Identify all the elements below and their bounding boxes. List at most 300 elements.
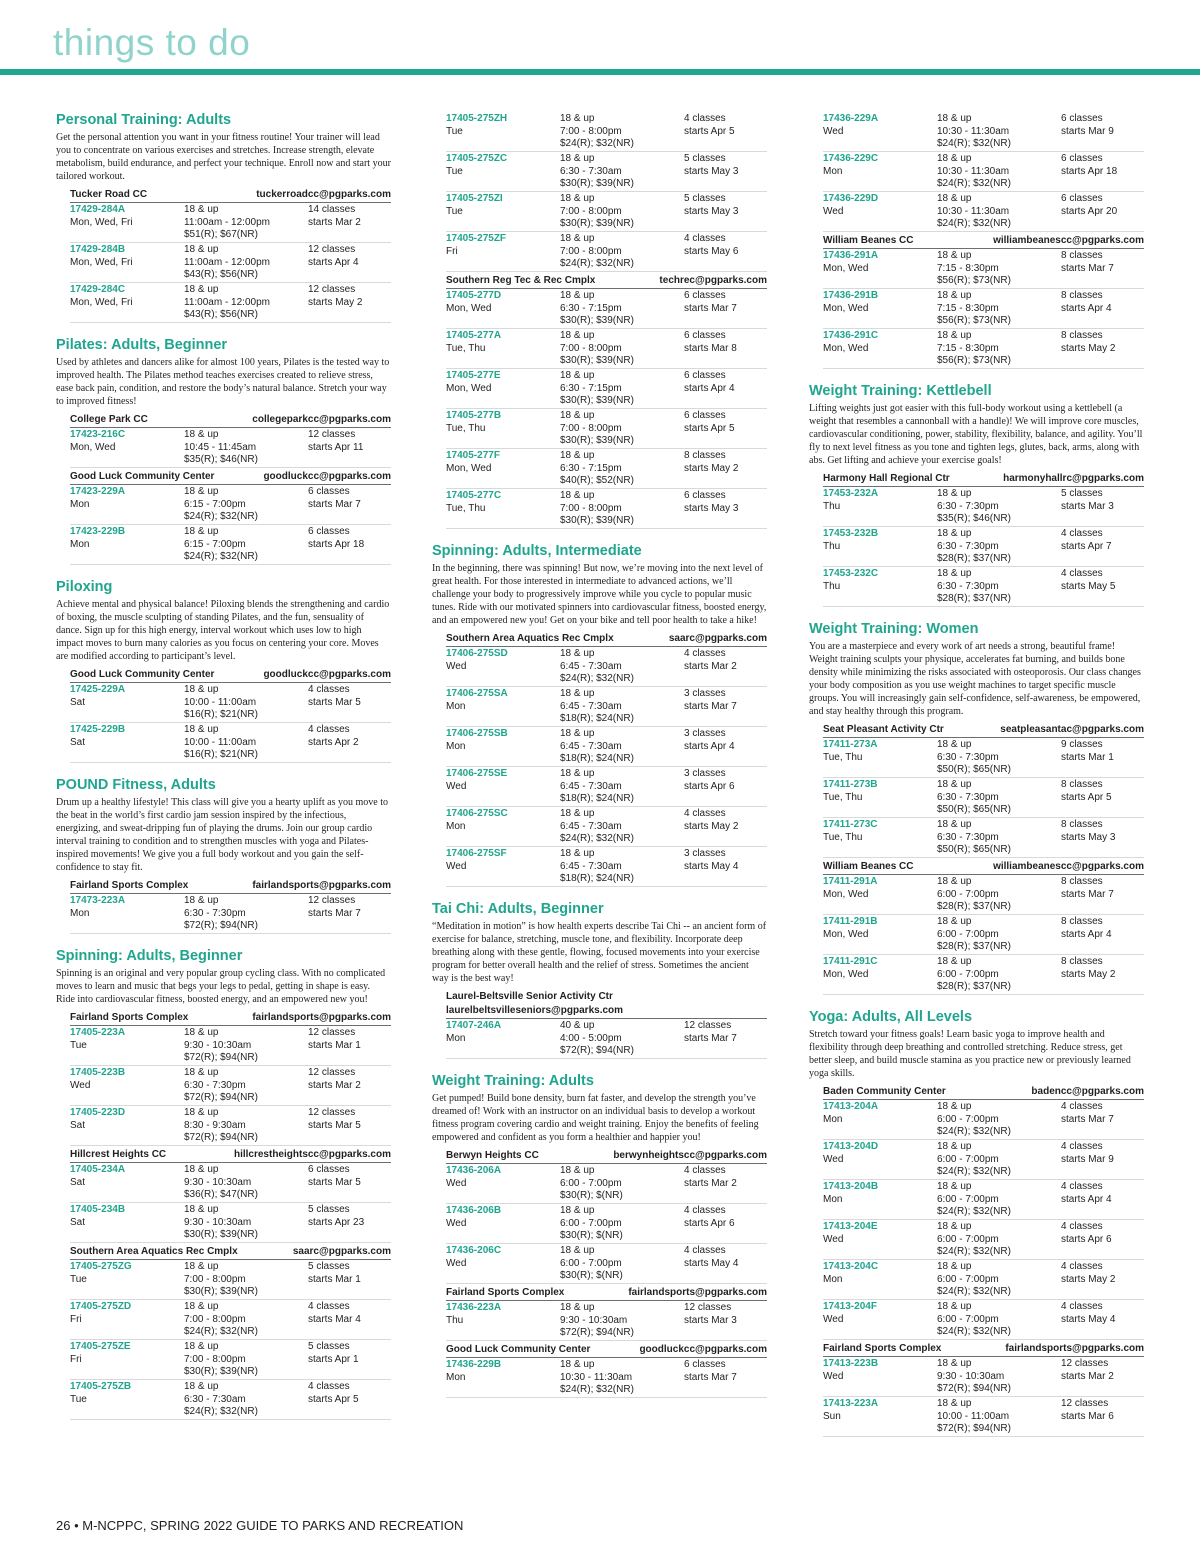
- class-code: 17436-229C: [823, 153, 879, 164]
- class-start: starts Mar 9: [1061, 125, 1114, 137]
- program-description: Spinning is an original and very popular group cycling class. With no complicated moves to learn and music that begs your legs to pedal, getting in shape is easy. Ride into cardiovascular fitness, boosted energy, and an empowered new you!: [56, 968, 386, 1005]
- class-age: 18 & up: [560, 450, 595, 461]
- class-schedule-cell: [308, 1027, 408, 1052]
- class-schedule-cell: [308, 724, 408, 749]
- class-id-cell: [70, 895, 180, 920]
- class-days: Wed: [823, 205, 844, 217]
- class-days: Mon: [446, 740, 466, 752]
- class-age: 18 & up: [937, 1301, 972, 1312]
- class-age: 18 & up: [937, 779, 972, 790]
- location-header: [823, 1083, 1144, 1100]
- class-fee: $24(R); $32(NR): [937, 218, 1011, 229]
- class-fee: $72(R); $94(NR): [937, 1423, 1011, 1434]
- class-count: 12 classes: [684, 1302, 732, 1313]
- class-code: 17406-275SD: [446, 648, 508, 659]
- class-id-cell: [70, 1164, 180, 1189]
- class-row: [70, 485, 391, 525]
- class-time: 7:00 - 8:00pm: [560, 245, 622, 257]
- class-time: 4:00 - 5:00pm: [560, 1032, 622, 1044]
- class-count: 3 classes: [684, 768, 726, 779]
- class-time: 6:30 - 7:30am: [560, 165, 622, 177]
- location-header: [70, 468, 391, 485]
- class-id-cell: [823, 1261, 933, 1286]
- class-fee: $30(R); $(NR): [560, 1190, 623, 1201]
- class-time: 6:00 - 7:00pm: [937, 928, 999, 940]
- class-detail-cell: [937, 1261, 1057, 1299]
- program-description: You are a masterpiece and every work of art needs a strong, beautiful frame! Weight training sculpts your physique, accelerates fat burning, and builds bone density while minimizing the risks associated with osteoporosis. Our class changes your body composition as you use weight machines to target specific muscle groups. You will increasingly gain self-confidence, self-awareness, be empowered, and stay healthy through this program.: [809, 641, 1141, 717]
- class-start: starts Apr 4: [1061, 1193, 1112, 1205]
- class-row: [70, 1203, 391, 1243]
- class-detail-cell: [937, 1101, 1057, 1139]
- class-code: 17411-291A: [823, 876, 878, 887]
- class-fee: $36(R); $47(NR): [184, 1189, 258, 1200]
- class-detail-cell: [560, 1020, 680, 1058]
- class-count: 5 classes: [308, 1204, 350, 1215]
- class-count: 4 classes: [1061, 1301, 1103, 1312]
- class-id-cell: [823, 1221, 933, 1246]
- class-code: 17453-232C: [823, 568, 879, 579]
- program-description: “Meditation in motion” is how health experts describe Tai Chi -- an ancient form of exercise for balance, stretching, muscle tone, and flexibility. Incorporate deep breathing along with these gentle, flowing, focused movements into your exercise program for better overall health and the relief of stress. Sometimes the ancient way is the best way!: [432, 921, 767, 984]
- class-start: starts Apr 11: [308, 441, 364, 453]
- class-id-cell: [70, 486, 180, 511]
- class-days: Thu: [823, 500, 841, 512]
- class-detail-cell: [184, 204, 304, 242]
- class-code: 17436-291B: [823, 290, 879, 301]
- class-fee: $28(R); $37(NR): [937, 901, 1011, 912]
- class-id-cell: [823, 1141, 933, 1166]
- class-id-cell: [446, 330, 556, 355]
- location-header: [446, 630, 767, 647]
- class-detail-cell: [560, 450, 680, 488]
- location-name: Laurel-Beltsville Senior Activity Ctr: [446, 991, 613, 1002]
- class-start: starts May 3: [684, 205, 739, 217]
- class-age: 18 & up: [560, 768, 595, 779]
- class-age: 18 & up: [184, 486, 219, 497]
- class-row: [823, 1220, 1144, 1260]
- class-schedule-cell: [1061, 1181, 1161, 1206]
- class-schedule-cell: [1061, 1221, 1161, 1246]
- class-code: 17405-234A: [70, 1164, 126, 1175]
- class-row: [446, 767, 767, 807]
- class-time: 10:00 - 11:00am: [184, 736, 257, 748]
- class-count: 8 classes: [1061, 916, 1103, 927]
- class-count: 6 classes: [1061, 113, 1103, 124]
- program-section: [809, 112, 1144, 369]
- class-age: 18 & up: [560, 410, 595, 421]
- class-age: 18 & up: [560, 848, 595, 859]
- class-code: 17405-223A: [70, 1027, 126, 1038]
- class-code: 17405-275ZI: [446, 193, 503, 204]
- class-count: 8 classes: [1061, 779, 1103, 790]
- class-fee: $24(R); $32(NR): [184, 1406, 258, 1417]
- class-time: 7:00 - 8:00pm: [184, 1353, 246, 1365]
- class-schedule-cell: [308, 429, 408, 454]
- class-row: [70, 894, 391, 934]
- class-days: Tue: [446, 205, 463, 217]
- class-time: 6:30 - 7:15pm: [560, 462, 622, 474]
- class-start: starts Mar 2: [308, 216, 361, 228]
- class-id-cell: [823, 819, 933, 844]
- location-name: Southern Area Aquatics Rec Cmplx: [70, 1246, 238, 1257]
- class-detail-cell: [184, 244, 304, 282]
- class-age: 18 & up: [937, 1141, 972, 1152]
- class-age: 18 & up: [184, 1067, 219, 1078]
- class-time: 8:30 - 9:30am: [184, 1119, 246, 1131]
- class-days: Wed: [823, 1233, 844, 1245]
- class-detail-cell: [560, 113, 680, 151]
- class-row: [446, 687, 767, 727]
- class-fee: $30(R); $39(NR): [560, 218, 634, 229]
- class-count: 6 classes: [684, 1359, 726, 1370]
- class-start: starts May 6: [684, 245, 739, 257]
- class-schedule-cell: [684, 1205, 784, 1230]
- class-schedule-cell: [684, 410, 784, 435]
- class-count: 4 classes: [684, 233, 726, 244]
- class-time: 6:30 - 7:30am: [184, 1393, 246, 1405]
- class-detail-cell: [937, 819, 1057, 857]
- class-count: 5 classes: [1061, 488, 1103, 499]
- class-age: 40 & up: [560, 1020, 595, 1031]
- class-schedule-cell: [308, 1261, 408, 1286]
- program-section: [56, 948, 391, 1420]
- class-start: starts Apr 4: [1061, 302, 1112, 314]
- class-fee: $18(R); $24(NR): [560, 793, 634, 804]
- class-fee: $40(R); $52(NR): [560, 475, 634, 486]
- class-detail-cell: [937, 1221, 1057, 1259]
- class-days: Mon, Wed: [823, 888, 869, 900]
- class-row: [70, 1260, 391, 1300]
- class-row: [446, 112, 767, 152]
- class-time: 6:45 - 7:30am: [560, 740, 622, 752]
- class-row: [70, 243, 391, 283]
- program-section: [432, 1073, 767, 1398]
- class-count: 4 classes: [308, 684, 350, 695]
- class-row: [823, 1100, 1144, 1140]
- class-schedule-cell: [1061, 1261, 1161, 1286]
- class-age: 18 & up: [937, 739, 972, 750]
- program-title: Pilates: Adults, Beginner: [56, 337, 228, 353]
- class-count: 8 classes: [1061, 330, 1103, 341]
- location-email: fairlandsports@pgparks.com: [252, 880, 391, 891]
- location-email: fairlandsports@pgparks.com: [252, 1012, 391, 1023]
- class-id-cell: [823, 113, 933, 138]
- class-age: 18 & up: [937, 153, 972, 164]
- class-id-cell: [446, 290, 556, 315]
- program-description: Drum up a healthy lifestyle! This class will give you a hearty uplift as you move to the beat in the world’s first cardio jam session inspired by the infectious, energizing, and sweat-dripping fun of playing the drums. Join our group cardio interval training to condition and to strengthen muscles with yoga and Pilates-inspired movements! We give you a full body workout and you gain the self-confidence to stay fit.: [56, 797, 388, 873]
- class-schedule-cell: [684, 1302, 784, 1327]
- program-section: [432, 543, 767, 887]
- class-days: Mon: [446, 700, 466, 712]
- class-detail-cell: [560, 808, 680, 846]
- class-detail-cell: [560, 193, 680, 231]
- class-time: 6:00 - 7:00pm: [560, 1257, 622, 1269]
- class-start: starts May 2: [1061, 968, 1116, 980]
- class-count: 4 classes: [1061, 1141, 1103, 1152]
- class-detail-cell: [560, 330, 680, 368]
- class-days: Tue, Thu: [823, 791, 863, 803]
- class-schedule-cell: [1061, 1358, 1161, 1383]
- class-age: 18 & up: [937, 568, 972, 579]
- class-start: starts Mar 7: [1061, 262, 1114, 274]
- class-start: starts Apr 1: [308, 1353, 359, 1365]
- class-fee: $16(R); $21(NR): [184, 709, 258, 720]
- program-title: Yoga: Adults, All Levels: [809, 1009, 973, 1025]
- class-schedule-cell: [1061, 819, 1161, 844]
- class-code: 17405-275ZB: [70, 1381, 132, 1392]
- class-time: 6:30 - 7:30pm: [937, 540, 999, 552]
- class-time: 6:15 - 7:00pm: [184, 498, 246, 510]
- class-code: 17405-275ZC: [446, 153, 508, 164]
- class-start: starts Apr 18: [308, 538, 365, 550]
- class-row: [823, 249, 1144, 289]
- class-age: 18 & up: [560, 1245, 595, 1256]
- class-detail-cell: [937, 876, 1057, 914]
- class-id-cell: [446, 113, 556, 138]
- class-start: starts Mar 7: [684, 1371, 737, 1383]
- class-start: starts May 3: [684, 165, 739, 177]
- class-days: Mon, Wed: [446, 382, 492, 394]
- class-count: 5 classes: [308, 1341, 350, 1352]
- class-code: 17405-275ZH: [446, 113, 508, 124]
- class-id-cell: [823, 193, 933, 218]
- class-count: 9 classes: [1061, 739, 1103, 750]
- class-id-cell: [70, 204, 180, 229]
- class-fee: $72(R); $94(NR): [184, 1052, 258, 1063]
- column-right: [809, 112, 1144, 1451]
- program-title: POUND Fitness, Adults: [56, 777, 216, 793]
- class-count: 8 classes: [684, 450, 726, 461]
- class-id-cell: [70, 1107, 180, 1132]
- class-days: Tue: [446, 165, 463, 177]
- class-id-cell: [70, 1301, 180, 1326]
- location-header: [70, 1146, 391, 1163]
- class-days: Tue, Thu: [823, 751, 863, 763]
- class-schedule-cell: [684, 450, 784, 475]
- class-time: 6:45 - 7:30am: [560, 660, 622, 672]
- class-detail-cell: [937, 1181, 1057, 1219]
- class-days: Mon, Wed: [823, 262, 869, 274]
- class-age: 18 & up: [560, 1359, 595, 1370]
- class-id-cell: [823, 1181, 933, 1206]
- class-fee: $30(R); $39(NR): [560, 435, 634, 446]
- class-code: 17413-204D: [823, 1141, 879, 1152]
- class-code: 17413-204E: [823, 1221, 878, 1232]
- class-start: starts Mar 7: [684, 302, 737, 314]
- class-detail-cell: [184, 284, 304, 322]
- class-code: 17411-291C: [823, 956, 878, 967]
- class-fee: $24(R); $32(NR): [937, 1126, 1011, 1137]
- class-days: Mon, Wed: [823, 928, 869, 940]
- class-row: [823, 1397, 1144, 1437]
- class-schedule-cell: [1061, 488, 1161, 513]
- class-schedule-cell: [1061, 1141, 1161, 1166]
- class-code: 17436-229A: [823, 113, 879, 124]
- class-start: starts Mar 1: [308, 1039, 361, 1051]
- class-count: 6 classes: [684, 330, 726, 341]
- class-start: starts May 4: [684, 860, 739, 872]
- class-time: 6:30 - 7:30pm: [937, 500, 999, 512]
- class-days: Mon, Wed, Fri: [70, 256, 133, 268]
- program-section: [432, 901, 767, 1059]
- class-id-cell: [70, 284, 180, 309]
- class-detail-cell: [937, 568, 1057, 606]
- class-schedule-cell: [1061, 779, 1161, 804]
- class-schedule-cell: [308, 1067, 408, 1092]
- class-schedule-cell: [684, 728, 784, 753]
- program-description: In the beginning, there was spinning! But now, we’re moving into the next level of great health. For those interested in intermediate to advanced actions, we’ll challenge your body to progressively improve while you cycle to popular music tunes. Ride with our motivated spinners into cardiovascular fitness, boosted energy, and an empowered new you! Get on your bike and tell poor health to take a hike!: [432, 563, 767, 626]
- class-row: [70, 683, 391, 723]
- class-schedule-cell: [308, 895, 408, 920]
- class-id-cell: [823, 1398, 933, 1423]
- class-schedule-cell: [684, 1165, 784, 1190]
- class-schedule-cell: [684, 1245, 784, 1270]
- program-title: Tai Chi: Adults, Beginner: [432, 901, 604, 917]
- class-fee: $18(R); $24(NR): [560, 873, 634, 884]
- location-email: seatpleasantac@pgparks.com: [1000, 724, 1144, 735]
- class-start: starts May 3: [684, 502, 739, 514]
- class-time: 6:00 - 7:00pm: [937, 1273, 999, 1285]
- class-fee: $24(R); $32(NR): [937, 1326, 1011, 1337]
- class-age: 18 & up: [937, 488, 972, 499]
- class-code: 17405-277D: [446, 290, 502, 301]
- class-days: Wed: [446, 660, 467, 672]
- class-row: [70, 1163, 391, 1203]
- class-fee: $24(R); $32(NR): [937, 138, 1011, 149]
- class-row: [823, 567, 1144, 607]
- location-name: Seat Pleasant Activity Ctr: [823, 724, 944, 735]
- class-detail-cell: [184, 1261, 304, 1299]
- class-code: 17406-275SC: [446, 808, 508, 819]
- class-start: starts Mar 2: [684, 1177, 737, 1189]
- class-count: 4 classes: [684, 1205, 726, 1216]
- class-row: [823, 152, 1144, 192]
- location-name: Southern Area Aquatics Rec Cmplx: [446, 633, 614, 644]
- class-row: [70, 203, 391, 243]
- location-email: berwynheightscc@pgparks.com: [613, 1150, 767, 1161]
- class-count: 14 classes: [308, 204, 356, 215]
- program-title: Spinning: Adults, Intermediate: [432, 543, 642, 559]
- class-id-cell: [823, 956, 933, 981]
- class-code: 17405-277F: [446, 450, 500, 461]
- program-description: Used by athletes and dancers alike for almost 100 years, Pilates is the tested way to improved health. The Pilates method teaches exercises created to relieve stress, ease back pain, condition, and restore the body’s natural balance. Stretch your way to improved fitness!: [56, 357, 390, 407]
- class-age: 18 & up: [560, 1205, 595, 1216]
- class-days: Sat: [70, 736, 86, 748]
- class-fee: $28(R); $37(NR): [937, 941, 1011, 952]
- class-start: starts Apr 6: [1061, 1233, 1112, 1245]
- class-start: starts May 2: [684, 462, 739, 474]
- class-days: Mon: [70, 538, 90, 550]
- class-id-cell: [446, 1165, 556, 1190]
- location-email: techrec@pgparks.com: [659, 275, 767, 286]
- class-start: starts Mar 7: [308, 498, 361, 510]
- class-row: [823, 1260, 1144, 1300]
- class-count: 12 classes: [308, 429, 356, 440]
- location-email: collegeparkcc@pgparks.com: [252, 414, 391, 425]
- location-email: badencc@pgparks.com: [1031, 1086, 1144, 1097]
- class-row: [446, 727, 767, 767]
- class-count: 6 classes: [1061, 153, 1103, 164]
- column-left: [56, 112, 391, 1434]
- class-age: 18 & up: [560, 808, 595, 819]
- class-time: 7:15 - 8:30pm: [937, 262, 999, 274]
- class-fee: $30(R); $39(NR): [184, 1286, 258, 1297]
- class-id-cell: [70, 526, 180, 551]
- class-code: 17413-204C: [823, 1261, 879, 1272]
- class-schedule-cell: [1061, 1301, 1161, 1326]
- class-id-cell: [823, 568, 933, 593]
- class-id-cell: [446, 1020, 556, 1045]
- class-schedule-cell: [1061, 113, 1161, 138]
- class-detail-cell: [937, 1398, 1057, 1436]
- class-start: starts Apr 2: [308, 736, 359, 748]
- class-days: Mon: [823, 1273, 843, 1285]
- class-schedule-cell: [684, 808, 784, 833]
- class-schedule-cell: [684, 768, 784, 793]
- class-id-cell: [70, 1261, 180, 1286]
- class-detail-cell: [184, 1341, 304, 1379]
- program-section: [809, 383, 1144, 607]
- class-row: [823, 192, 1144, 232]
- class-time: 11:00am - 12:00pm: [184, 296, 270, 308]
- location-email: saarc@pgparks.com: [668, 633, 767, 644]
- class-fee: $24(R); $32(NR): [937, 1166, 1011, 1177]
- class-code: 17406-275SB: [446, 728, 508, 739]
- class-days: Wed: [823, 1313, 844, 1325]
- class-schedule-cell: [1061, 739, 1161, 764]
- program-section: [432, 112, 767, 529]
- class-start: starts May 2: [1061, 1273, 1116, 1285]
- class-days: Wed: [823, 1370, 844, 1382]
- class-count: 12 classes: [308, 1027, 356, 1038]
- class-start: starts Mar 5: [308, 1176, 361, 1188]
- class-fee: $16(R); $21(NR): [184, 749, 258, 760]
- class-time: 6:30 - 7:30pm: [937, 580, 999, 592]
- class-detail-cell: [937, 193, 1057, 231]
- class-count: 4 classes: [684, 1165, 726, 1176]
- class-detail-cell: [937, 956, 1057, 994]
- class-id-cell: [70, 1381, 180, 1406]
- column-middle: [432, 112, 767, 1412]
- class-start: starts May 2: [684, 820, 739, 832]
- class-row: [823, 487, 1144, 527]
- class-days: Mon: [70, 907, 90, 919]
- class-id-cell: [446, 848, 556, 873]
- location-name: Baden Community Center: [823, 1086, 946, 1097]
- class-age: 18 & up: [560, 233, 595, 244]
- class-code: 17413-223A: [823, 1398, 879, 1409]
- class-days: Mon, Wed: [823, 968, 869, 980]
- class-detail-cell: [937, 739, 1057, 777]
- class-code: 17413-204F: [823, 1301, 877, 1312]
- class-age: 18 & up: [560, 330, 595, 341]
- class-code: 17405-275ZE: [70, 1341, 131, 1352]
- class-age: 18 & up: [184, 429, 219, 440]
- class-start: starts May 5: [1061, 580, 1116, 592]
- class-age: 18 & up: [937, 113, 972, 124]
- class-days: Wed: [446, 1217, 467, 1229]
- class-count: 4 classes: [684, 648, 726, 659]
- program-section: [56, 777, 391, 934]
- location-header: [446, 272, 767, 289]
- class-time: 7:00 - 8:00pm: [560, 422, 622, 434]
- location-name: Fairland Sports Complex: [70, 880, 189, 891]
- class-days: Mon, Wed: [823, 342, 869, 354]
- class-id-cell: [70, 684, 180, 709]
- class-schedule-cell: [1061, 876, 1161, 901]
- class-start: starts Mar 7: [684, 700, 737, 712]
- class-detail-cell: [184, 684, 304, 722]
- class-fee: $28(R); $37(NR): [937, 593, 1011, 604]
